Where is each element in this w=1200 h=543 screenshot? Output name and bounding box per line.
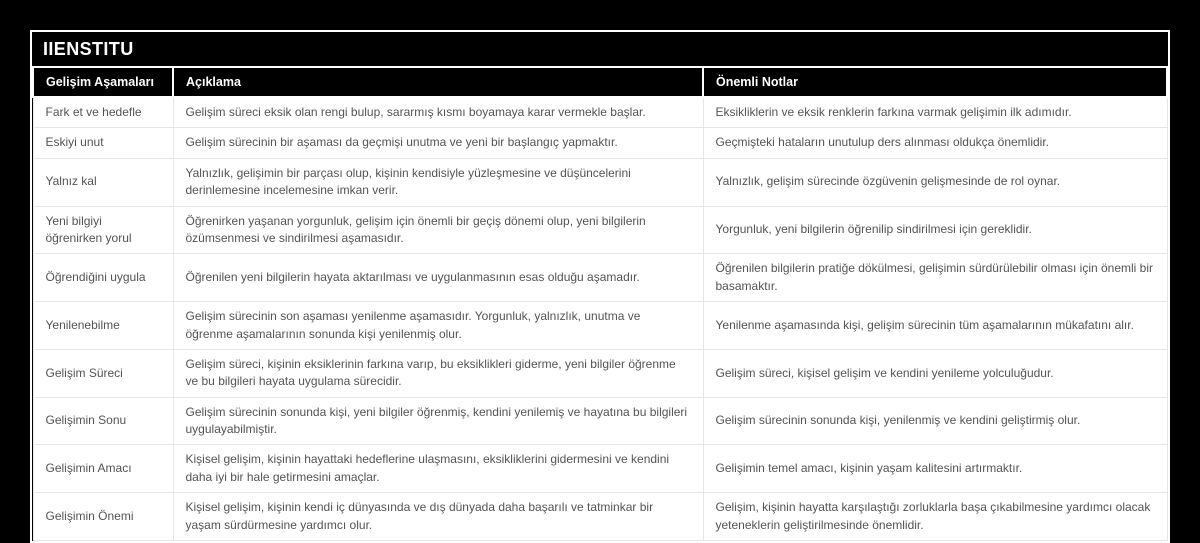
cell-notes: Yenilenme aşamasında kişi, gelişim sürecinin tüm aşamalarının mükafatını alır. xyxy=(703,302,1167,350)
cell-description: Öğrenilen yeni bilgilerin hayata aktarılması ve uygulanmasının esas olduğu aşamadır. xyxy=(173,254,703,302)
cell-notes: Eksikliklerin ve eksik renklerin farkına varmak gelişimin ilk adımıdır. xyxy=(703,97,1167,128)
cell-stage: Gelişimin Önemi xyxy=(33,493,173,541)
table-header xyxy=(33,67,1167,97)
cell-stage: Fark et ve hedefle xyxy=(33,97,173,128)
table-row xyxy=(33,158,1167,206)
column-header-stage: Gelişim Aşamaları xyxy=(33,67,173,97)
table-row xyxy=(33,128,1167,158)
table-row xyxy=(33,397,1167,445)
table-row xyxy=(33,302,1167,350)
cell-notes: Gelişim süreci, kişisel gelişim ve kendini yenileme yolculuğudur. xyxy=(703,349,1167,397)
table-row xyxy=(33,97,1167,128)
cell-notes: Yorgunluk, yeni bilgilerin öğrenilip sindirilmesi için gereklidir. xyxy=(703,206,1167,254)
table-row xyxy=(33,493,1167,541)
cell-notes: Yalnızlık, gelişim sürecinde özgüvenin gelişmesinde de rol oynar. xyxy=(703,158,1167,206)
table-body xyxy=(33,97,1167,541)
cell-description: Öğrenirken yaşanan yorgunluk, gelişim için önemli bir geçiş dönemi olup, yeni bilgilerin özümsenmesi ve sindirilmesi aşamasıdır. xyxy=(173,206,703,254)
table-row xyxy=(33,445,1167,493)
cell-stage: Eskiyi unut xyxy=(33,128,173,158)
cell-stage: Gelişimin Amacı xyxy=(33,445,173,493)
cell-description: Kişisel gelişim, kişinin kendi iç dünyasında ve dış dünyada daha başarılı ve tatminkar bir yaşam sürdürmesine yardımcı olur. xyxy=(173,493,703,541)
cell-notes: Öğrenilen bilgilerin pratiğe dökülmesi, gelişimin sürdürülebilir olması için önemli bir basamaktır. xyxy=(703,254,1167,302)
cell-notes: Gelişim sürecinin sonunda kişi, yenilenmiş ve kendini geliştirmiş olur. xyxy=(703,397,1167,445)
cell-stage: Öğrendiğini uygula xyxy=(33,254,173,302)
cell-stage: Gelişimin Sonu xyxy=(33,397,173,445)
cell-description: Gelişim sürecinin son aşaması yenilenme aşamasıdır. Yorgunluk, yalnızlık, unutma ve öğrenme aşamalarının sonunda kişi yenilenmiş olur. xyxy=(173,302,703,350)
development-stages-table xyxy=(32,66,1168,541)
cell-stage: Yenilenebilme xyxy=(33,302,173,350)
table-row xyxy=(33,349,1167,397)
cell-description: Gelişim süreci, kişinin eksiklerinin farkına varıp, bu eksiklikleri giderme, yeni bilgiler öğrenme ve bu bilgileri hayata uygulama sürecidir. xyxy=(173,349,703,397)
brand-title: IIENSTITU xyxy=(32,32,1168,66)
cell-notes: Geçmişteki hataların unutulup ders alınması oldukça önemlidir. xyxy=(703,128,1167,158)
cell-stage: Yalnız kal xyxy=(33,158,173,206)
cell-notes: Gelişim, kişinin hayatta karşılaştığı zorluklarla başa çıkabilmesine yardımcı olacak yeteneklerin geliştirilmesinde önemlidir. xyxy=(703,493,1167,541)
table-row xyxy=(33,206,1167,254)
cell-description: Gelişim süreci eksik olan rengi bulup, sararmış kısmı boyamaya karar vermekle başlar. xyxy=(173,97,703,128)
cell-stage: Yeni bilgiyi öğrenirken yorul xyxy=(33,206,173,254)
column-header-notes: Önemli Notlar xyxy=(703,67,1167,97)
cell-stage: Gelişim Süreci xyxy=(33,349,173,397)
cell-description: Kişisel gelişim, kişinin hayattaki hedeflerine ulaşmasını, eksikliklerini gidermesini ve kendini daha iyi bir hale getirmesini amaçlar. xyxy=(173,445,703,493)
cell-description: Yalnızlık, gelişimin bir parçası olup, kişinin kendisiyle yüzleşmesine ve düşüncelerini derinlemesine incelemesine imkan verir. xyxy=(173,158,703,206)
table-panel xyxy=(30,30,1170,543)
column-header-description: Açıklama xyxy=(173,67,703,97)
cell-description: Gelişim sürecinin sonunda kişi, yeni bilgiler öğrenmiş, kendini yenilemiş ve hayatına bu bilgileri uygulayabilmiştir. xyxy=(173,397,703,445)
table-row xyxy=(33,254,1167,302)
header-row xyxy=(33,67,1167,97)
cell-notes: Gelişimin temel amacı, kişinin yaşam kalitesini artırmaktır. xyxy=(703,445,1167,493)
cell-description: Gelişim sürecinin bir aşaması da geçmişi unutma ve yeni bir başlangıç yapmaktır. xyxy=(173,128,703,158)
